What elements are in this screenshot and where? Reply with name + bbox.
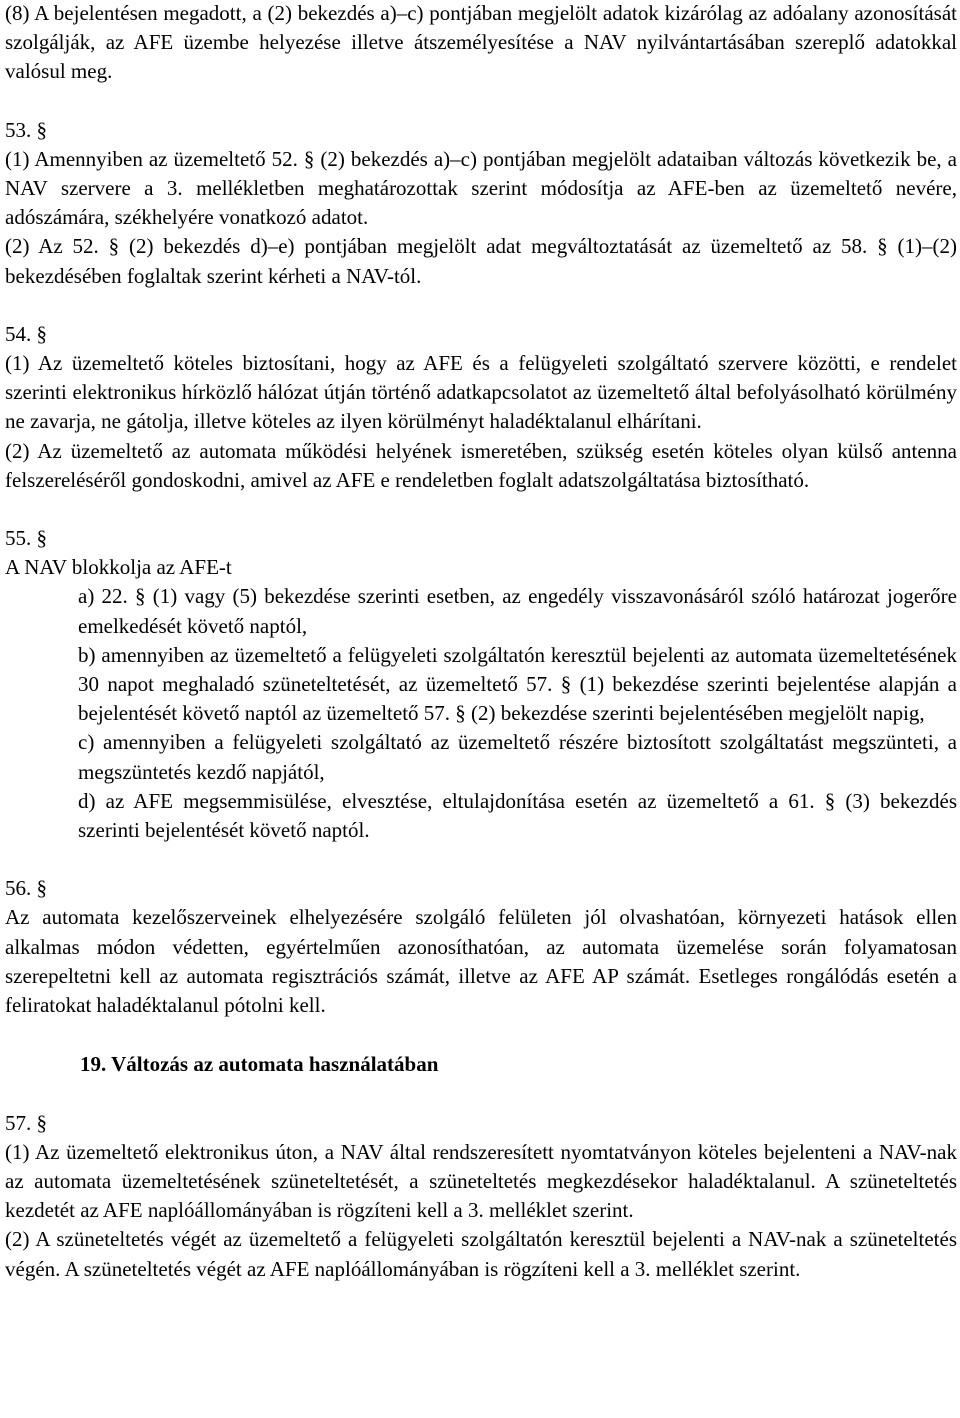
section-57-title: 57. § xyxy=(5,1110,47,1135)
spacer xyxy=(5,291,957,320)
paragraph-53-8: (8) A bejelentésen megadott, a (2) bekezdés a)–c) pontjában megjelölt adatok kizárólag az adóalany azonosítását szolgálják, az AFE üzembe helyezése illetve átszemélyesítése a NAV nyilvántartásában szereplő adatokkal valósul meg. xyxy=(5,1,957,84)
paragraph-56-1: Az automata kezelőszerveinek elhelyezésére szolgáló felületen jól olvashatóan, környezeti hatások ellen alkalmas módon védetten, egyértelműen azonosíthatóan, az automata üzemelése során folyamatosan szerepeltetni kell az automata regisztrációs számát, illetve az AFE AP számát. Esetleges rongálódás esetén a feliratokat haladéktalanul pótolni kell. xyxy=(5,905,957,1018)
paragraph-54-2: (2) Az üzemeltető az automata működési helyének ismeretében, szükség esetén köteles olyan külső antenna felszereléséről gondoskodni, amivel az AFE e rendeletben foglalt adatszolgáltatása biztosítható. xyxy=(5,438,957,492)
paragraph-57-1: (1) Az üzemeltető elektronikus úton, a NAV által rendszeresített nyomtatványon köteles bejelenteni a NAV-nak az automata üzemeltetésének szüneteltetését, a szüneteltetés megkezdésekor haladéktalanul. A szüneteltetés kezdetét az AFE naplóállományában is rögzíteni kell a 3. melléklet szerint. xyxy=(5,1139,957,1223)
list-item-55-a: a) 22. § (1) vagy (5) bekezdése szerinti esetben, az engedély visszavonásáról szóló határozat jogerőre emelkedését követő naptól, xyxy=(78,584,957,638)
list-item-55-b: b) amennyiben az üzemeltető a felügyeleti szolgáltatón keresztül bejelenti az automata üzemeltetésének 30 napot meghaladó szüneteltetését, az üzemeltető 57. § (1) bekezdése szerinti bejelentése alapján a bejelentését követő naptól az üzemeltető 57. § (2) bekezdése szerinti bejelentésében megjelölt napig, xyxy=(78,642,957,726)
paragraph-55-intro: A NAV blokkolja az AFE-t xyxy=(5,555,232,580)
section-55-title: 55. § xyxy=(5,526,47,551)
spacer xyxy=(5,87,957,116)
section-54-title: 54. § xyxy=(5,321,47,346)
spacer xyxy=(5,495,957,524)
paragraph-54-1: (1) Az üzemeltető köteles biztosítani, hogy az AFE és a felügyeleti szolgáltató szervere közötti, e rendelet szerinti elektronikus hírközlő hálózat útján történő adatkapcsolatot az üzemeltető által befolyásolható körülmény ne zavarja, ne gátolja, illetve köteles az ilyen körülményt haladéktalanul elhárítani. xyxy=(5,351,957,434)
spacer xyxy=(5,845,957,874)
paragraph-57-2: (2) A szüneteltetés végét az üzemeltető a felügyeleti szolgáltatón keresztül bejelenti a NAV-nak a szüneteltetés végén. A szüneteltetés végét az AFE naplóállományában is rögzíteni kell a 3. melléklet szerint. xyxy=(5,1227,957,1281)
paragraph-53-1: (1) Amennyiben az üzemeltető 52. § (2) bekezdés a)–c) pontjában megjelölt adataiban változás következik be, a NAV szervere a 3. mellékletben meghatározottak szerint módosítja az AFE-ben az üzemeltető nevére, adószámára, székhelyére vonatkozó adatot. xyxy=(5,146,957,230)
list-item-55-d: d) az AFE megsemmisülése, elvesztése, eltulajdonítása esetén az üzemeltető a 61. § (3) bekezdés szerinti bejelentését követő naptól. xyxy=(78,788,957,843)
section-53-title: 53. § xyxy=(5,117,47,142)
section-56-title: 56. § xyxy=(5,876,47,901)
legal-document-page xyxy=(5,0,957,1284)
chapter-heading: 19. Változás az automata használatában xyxy=(80,1052,439,1077)
paragraph-53-2: (2) Az 52. § (2) bekezdés d)–e) pontjában megjelölt adat megváltoztatását az üzemeltető az 58. § (1)–(2) bekezdésében foglaltak szerint kérheti a NAV-tól. xyxy=(5,234,957,288)
list-item-55-c: c) amennyiben a felügyeleti szolgáltató az üzemeltető részére biztosított szolgáltatást megszünteti, a megszüntetés kezdő napjától, xyxy=(78,730,957,784)
